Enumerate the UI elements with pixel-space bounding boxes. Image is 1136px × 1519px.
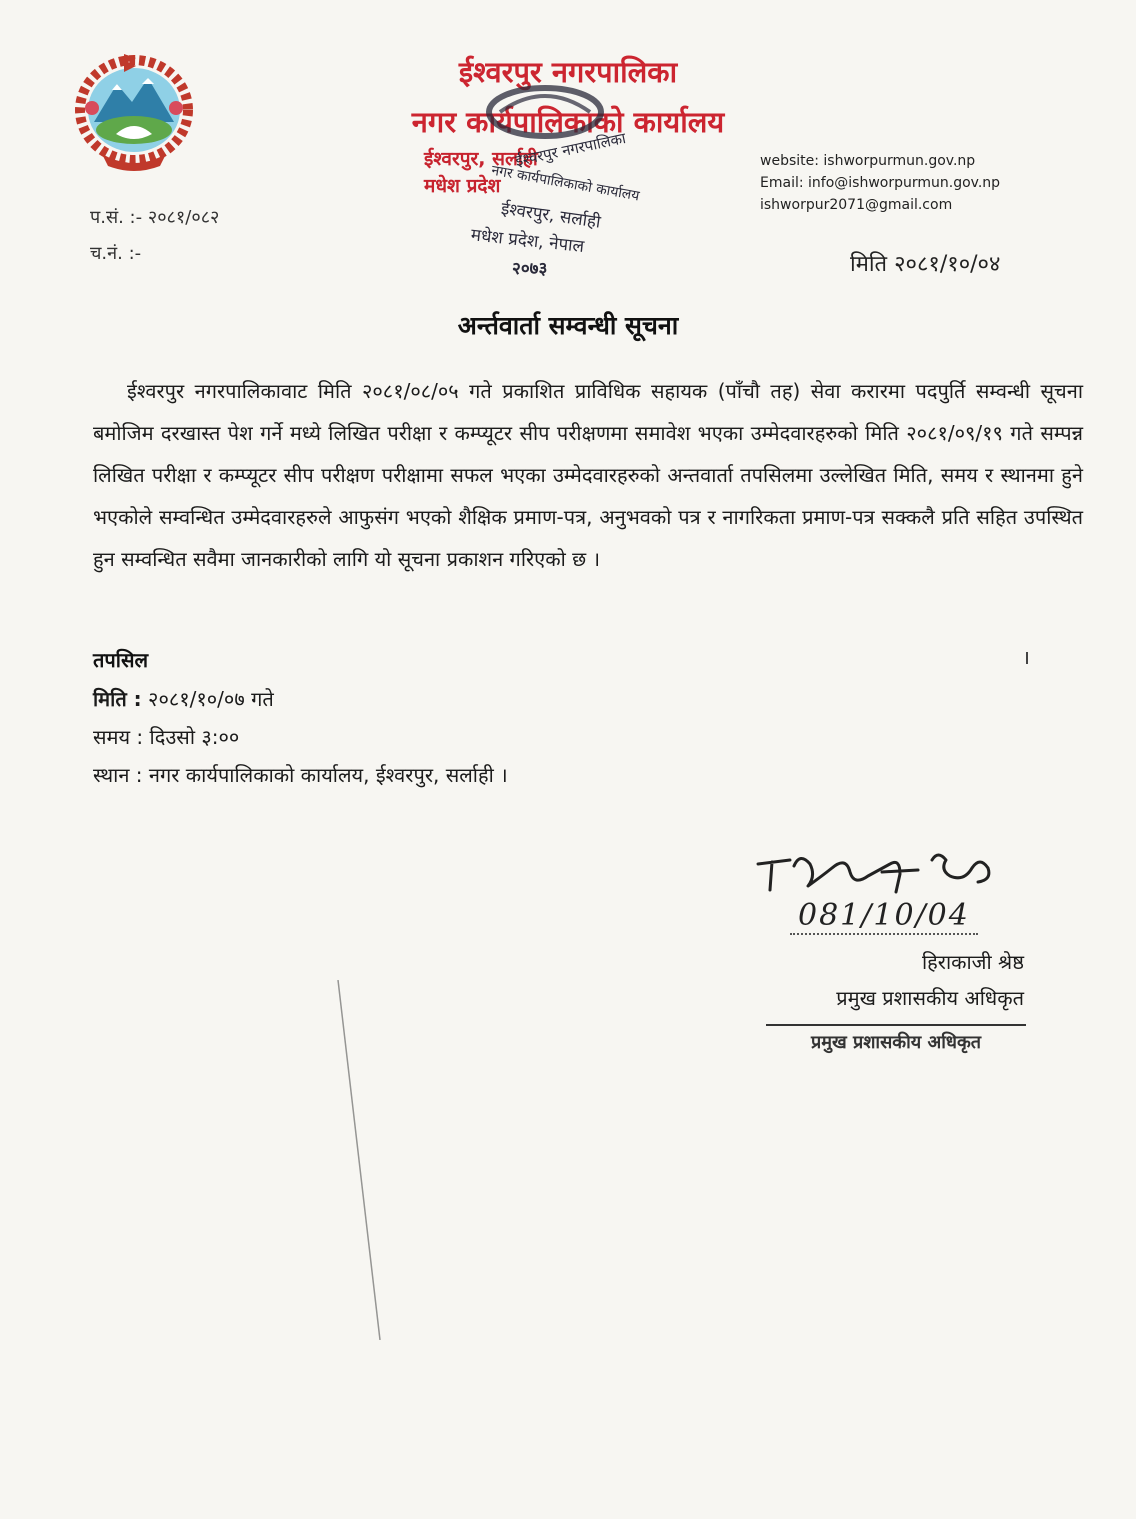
schedule-place-row — [93, 756, 508, 794]
notice-title: अर्न्तवार्ता सम्वन्धी सूचना — [457, 311, 679, 340]
handwritten-signature-date: 081/10/04 — [790, 898, 978, 935]
schedule-time-value: दिउसो ३:०० — [149, 725, 240, 749]
stamp-line5: २०७३ — [512, 259, 548, 279]
office-address-line1: ईश्वरपुर, सर्लाही — [424, 148, 538, 170]
stamp-line2: नगर कार्यपालिकाको कार्यालय — [490, 162, 641, 205]
scan-artifact-line — [330, 980, 390, 1340]
contact-block — [760, 150, 1000, 216]
officer-name: हिराकाजी श्रेष्ठ — [921, 950, 1024, 974]
chalani-number: च.नं. :- — [90, 243, 142, 264]
designation-stamp: प्रमुख प्रशासकीय अधिकृत — [766, 1024, 1026, 1054]
schedule-block — [93, 680, 508, 794]
stray-mark — [1026, 652, 1028, 664]
schedule-date-value: २०८१/१०/०७ गते — [148, 687, 274, 711]
schedule-place-value: नगर कार्यपालिकाको कार्यालय, ईश्वरपुर, सर्लाही । — [148, 763, 508, 787]
handwritten-signature — [750, 846, 1000, 898]
notice-body: ईश्वरपुर नगरपालिकावाट मिति २०८१/०८/०५ गते प्रकाशित प्राविधिक सहायक (पाँचौ तह) सेवा करारमा पदपुर्ति सम्वन्धी सूचना बमोजिम दरखास्त पेश गर्ने मध्ये लिखित परीक्षा र कम्प्यूटर सीप परीक्षणमा समावेश भएका उम्मेदवारहरुको मिति २०८१/०९/१९ गते सम्पन्न लिखित परीक्षा र कम्प्यूटर सीप परीक्षण परीक्षामा सफल भएका उम्मेदवारहरुको अन्तवार्ता तपसिलमा उल्लेखित मिति, समय र स्थानमा हुने भएकोले सम्वन्धित उम्मेदवारहरुले आफुसंग भएको शैक्षिक प्रमाण-पत्र, अनुभवको पत्र र नागरिकता प्रमाण-पत्र सक्कलै प्रति सहित उपस्थित हुन सम्वन्धित सवैमा जानकारीको लागि यो सूचना प्रकाशन गरिएको छ । — [93, 379, 1083, 571]
office-name: नगर कार्यपालिकाको कार्यालय — [411, 105, 725, 139]
schedule-date-row — [93, 680, 508, 718]
schedule-time-row — [93, 718, 508, 756]
stamp-line3: ईश्वरपुर, सर्लाही — [499, 198, 602, 233]
issue-date: मिति २०८१/१०/०४ — [850, 252, 1001, 277]
schedule-place-label: स्थान : — [93, 763, 143, 787]
stamp-line4: मधेश प्रदेश, नेपाल — [469, 225, 586, 258]
officer-designation: प्रमुख प्रशासकीय अधिकृत — [836, 986, 1024, 1010]
email-text: Email: info@ishworpurmun.gov.np — [760, 175, 1001, 191]
reference-block — [90, 200, 219, 272]
office-address-line2: मधेश प्रदेश — [424, 175, 501, 197]
schedule-date-label: मिति : — [93, 687, 142, 711]
email2-text: ishworpur2071@gmail.com — [760, 197, 953, 213]
schedule-heading: तपसिल — [93, 648, 149, 672]
schedule-time-label: समय : — [93, 725, 144, 749]
official-stamp — [430, 60, 660, 290]
patra-sankhya: प.सं. :- २०८१/०८२ — [90, 207, 220, 228]
website-text: website: ishworpurmun.gov.np — [760, 153, 976, 169]
municipality-name: ईश्वरपुर नगरपालिका — [458, 55, 678, 89]
stamp-line1: ईश्वरपुर नगरपालिका — [513, 128, 628, 170]
